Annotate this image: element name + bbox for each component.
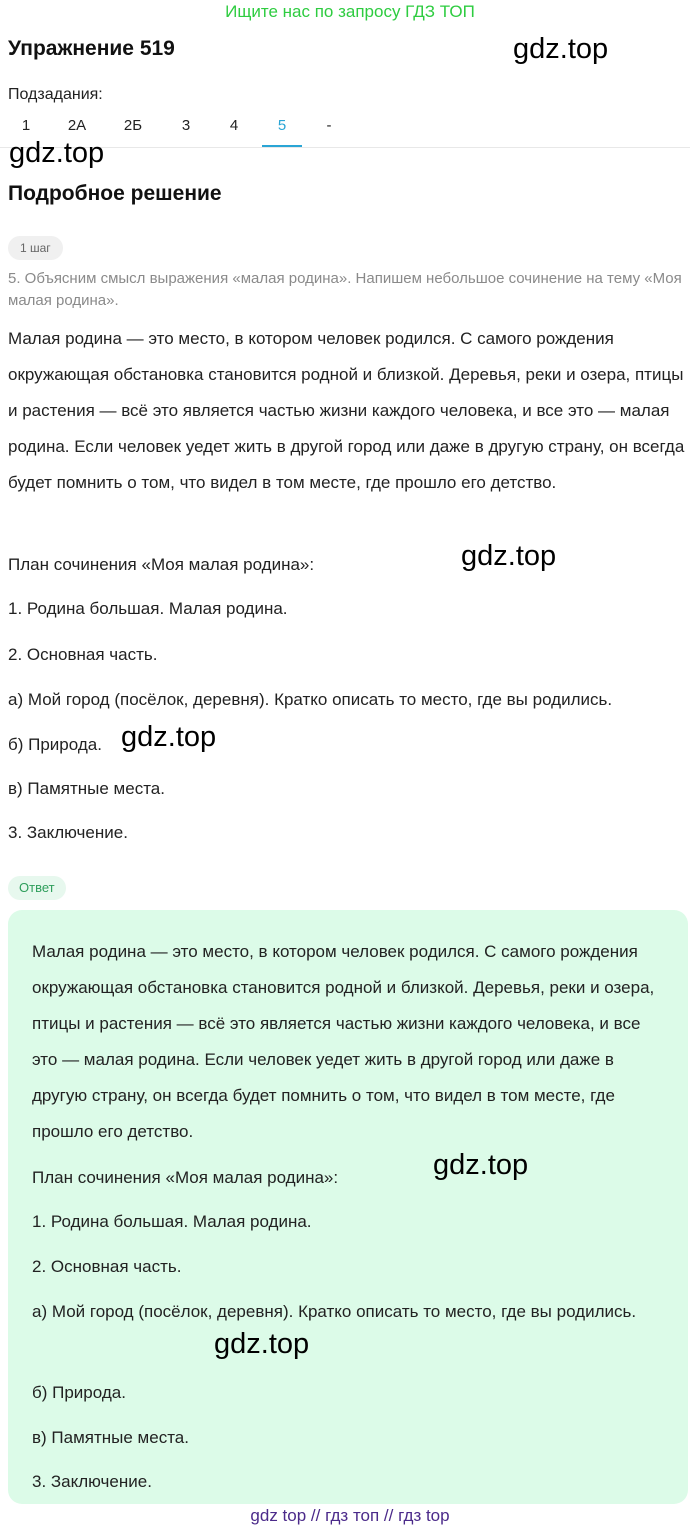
tab-5[interactable]: 5 <box>262 112 302 147</box>
answer-badge: Ответ <box>8 876 66 900</box>
plan-item: 3. Заключение. <box>8 823 128 842</box>
plan-item: а) Мой город (посёлок, деревня). Кратко описать то место, где вы родились. <box>8 690 613 709</box>
answer-plan-title: План сочинения «Моя малая родина»: <box>32 1168 339 1187</box>
tab-4[interactable]: 4 <box>229 117 239 134</box>
solution-paragraph: Малая родина — это место, в котором человек родился. С самого рождения окружающая обстановка становится родной и близкой. Деревья, реки и озера, птицы и растения — всё это является частью жизни каждого человека, и все это — малая родина. Если человек уедет жить в другой город или даже в другую страну, он всегда будет помнить о том, что видел в том месте, где прошло его детство. <box>8 329 685 492</box>
plan-item: в) Памятные места. <box>8 779 165 798</box>
answer-plan-item: б) Природа. <box>32 1383 126 1402</box>
plan-item: 1. Родина большая. Малая родина. <box>8 599 288 618</box>
plan-item: 2. Основная часть. <box>8 645 158 664</box>
tab-2b[interactable]: 2Б <box>123 117 143 134</box>
page-title: Упражнение 519 <box>8 37 175 60</box>
tab-2a[interactable]: 2А <box>67 117 87 134</box>
subtasks-label: Подзадания: <box>8 86 103 103</box>
search-banner: Ищите нас по запросу ГДЗ ТОП <box>225 2 475 21</box>
watermark: gdz.top <box>121 721 217 753</box>
watermark: gdz.top <box>433 1149 529 1181</box>
answer-plan-item: 2. Основная часть. <box>32 1257 182 1276</box>
tab-dash[interactable]: - <box>326 117 332 134</box>
answer-plan-item: а) Мой город (посёлок, деревня). Кратко описать то место, где вы родились. <box>32 1302 637 1321</box>
answer-plan-item: 1. Родина большая. Малая родина. <box>32 1212 312 1231</box>
plan-item: б) Природа. <box>8 735 102 754</box>
watermark: gdz.top <box>513 33 609 65</box>
solution-title: Подробное решение <box>8 182 222 205</box>
answer-plan-item: 3. Заключение. <box>32 1472 152 1491</box>
task-statement: 5. Объясним смысл выражения «малая родина». Напишем небольшое сочинение на тему «Моя малая родина». <box>8 270 682 309</box>
tab-1[interactable]: 1 <box>21 117 31 134</box>
watermark: gdz.top <box>461 540 557 572</box>
answer-paragraph: Малая родина — это место, в котором человек родился. С самого рождения окружающая обстановка становится родной и близкой. Деревья, реки и озера, птицы и растения — всё это является частью жизни каждого человека, и все это — малая родина. Если человек уедет жить в другой город или даже в другую страну, он всегда будет помнить о том, что видел в том месте, где прошло его детство. <box>32 942 655 1141</box>
plan-title: План сочинения «Моя малая родина»: <box>8 555 315 574</box>
step-badge: 1 шаг <box>8 236 63 260</box>
tab-3[interactable]: 3 <box>181 117 191 134</box>
watermark: gdz.top <box>214 1328 310 1360</box>
answer-plan-item: в) Памятные места. <box>32 1428 189 1447</box>
watermark: gdz.top <box>9 137 105 169</box>
footer-links: gdz top // гдз топ // гдз top <box>250 1506 450 1525</box>
